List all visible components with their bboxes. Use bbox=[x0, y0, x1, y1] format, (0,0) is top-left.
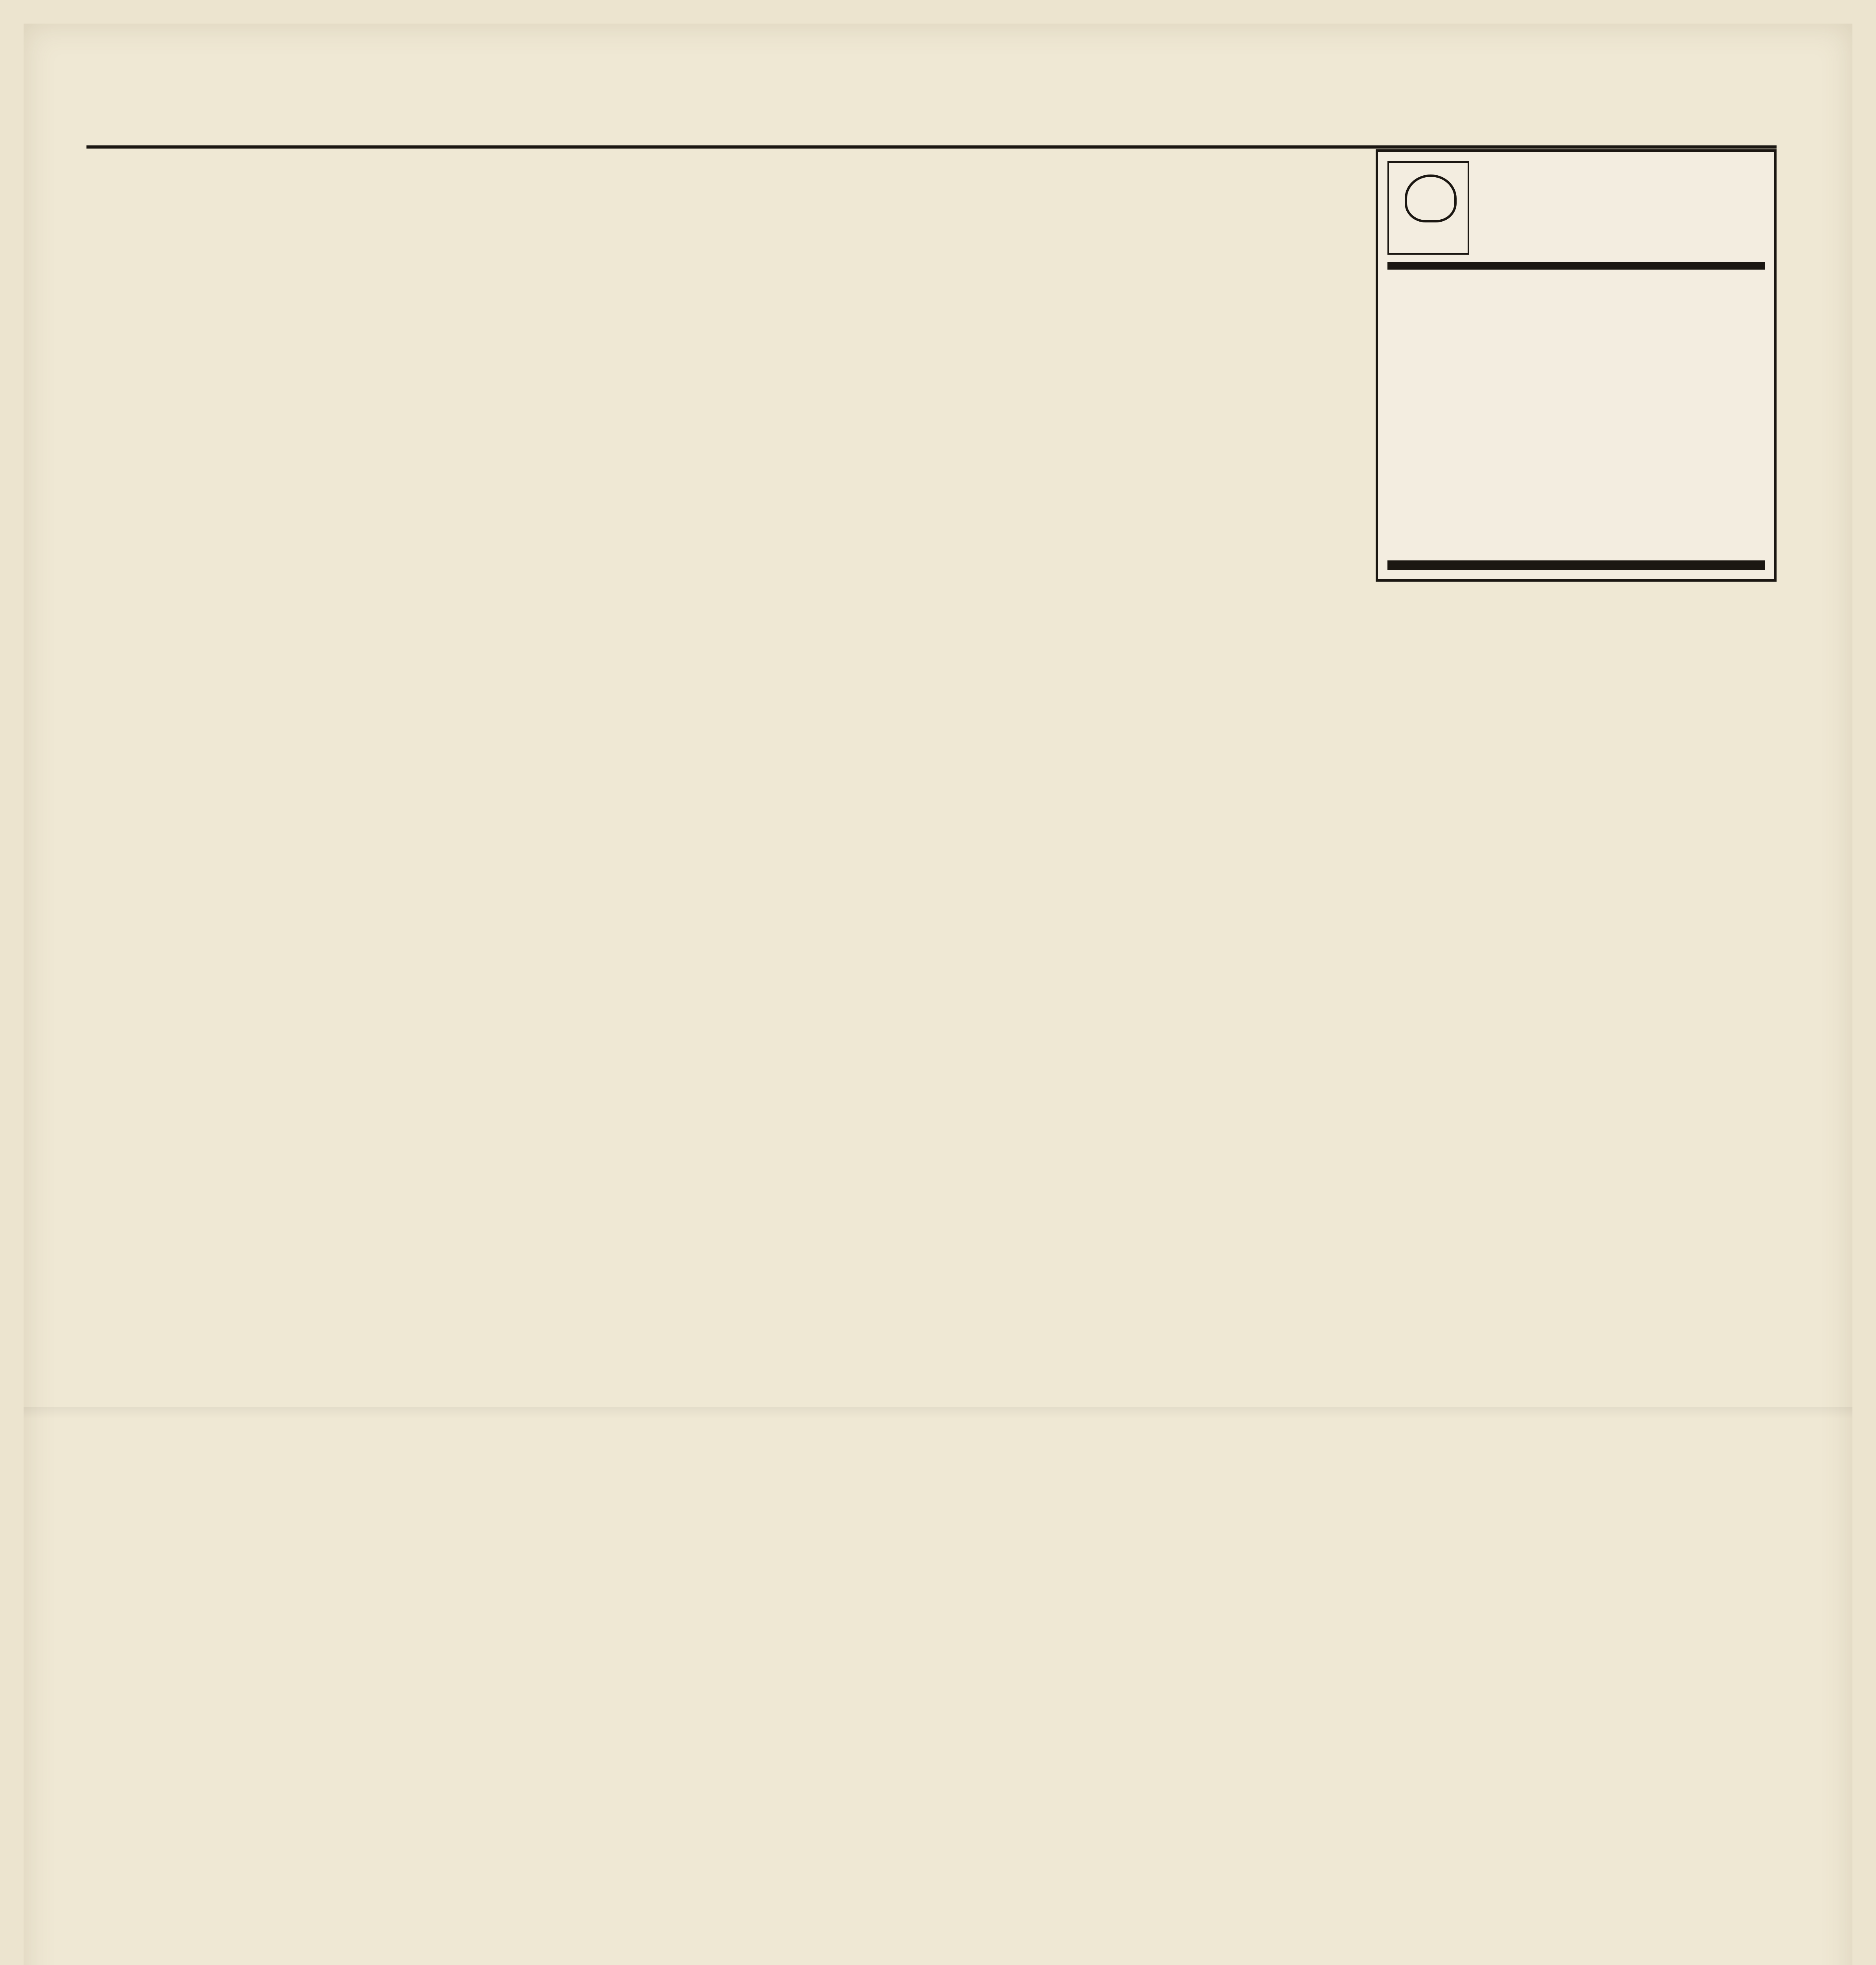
school-ad bbox=[1376, 149, 1777, 582]
feature-ads bbox=[86, 1332, 1784, 1631]
school-cta bbox=[1387, 560, 1765, 570]
masthead bbox=[86, 98, 1777, 149]
help-wanted-ads bbox=[86, 149, 1368, 1313]
rental-listings bbox=[86, 1651, 1784, 1965]
school-tagline bbox=[1387, 262, 1765, 270]
school-logo bbox=[1387, 161, 1469, 255]
owl-icon bbox=[1405, 174, 1457, 222]
